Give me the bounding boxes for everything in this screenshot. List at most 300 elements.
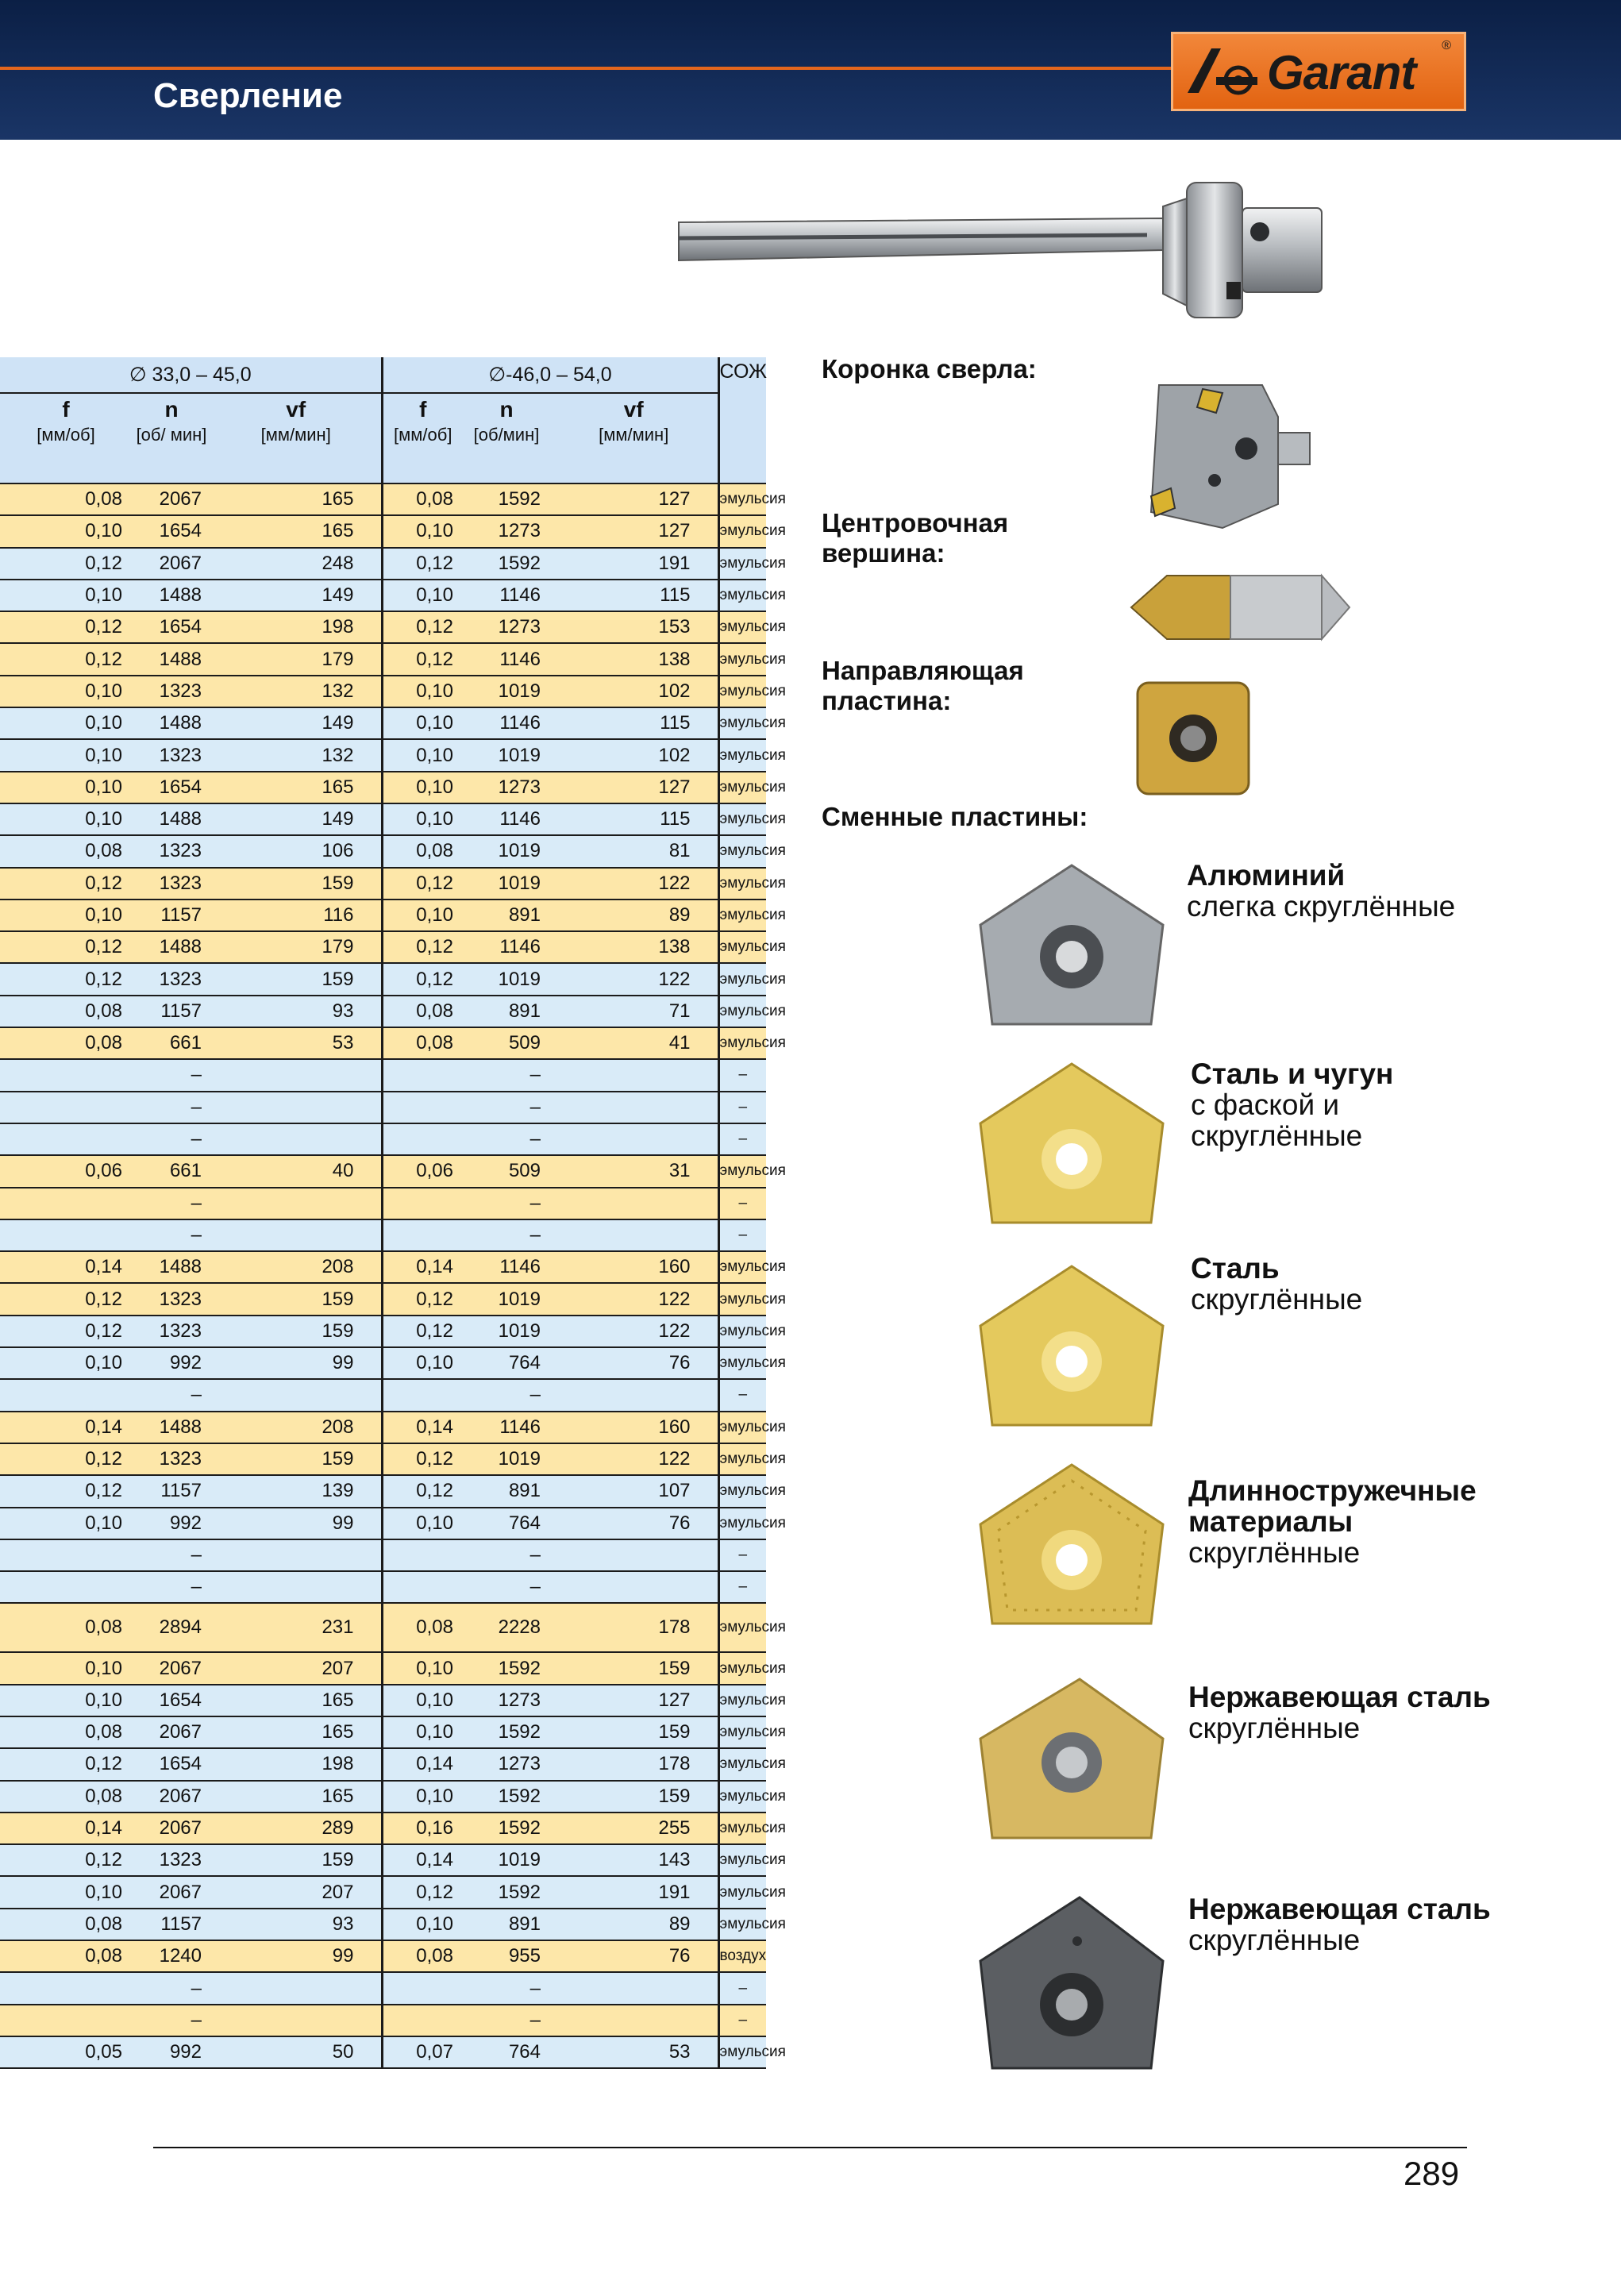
cell-vf: 149 <box>211 707 382 739</box>
center-tip-label: Центровочная вершина: <box>822 508 1009 568</box>
cell-n: 1592 <box>463 483 550 515</box>
cell-f: 0,14 <box>0 1412 132 1443</box>
cell-f: 0,08 <box>0 1716 132 1748</box>
table-row <box>0 1155 766 1187</box>
cell-vf: 159 <box>211 963 382 995</box>
cell-n: 1273 <box>463 611 550 643</box>
cell-n: 1323 <box>132 739 211 771</box>
cell-f: 0,14 <box>382 1748 463 1780</box>
cell-f <box>0 1059 132 1091</box>
cell-vf <box>550 1092 718 1123</box>
cell-f: 0,10 <box>0 580 132 611</box>
cell-n: 1019 <box>463 676 550 707</box>
cell-vf: 165 <box>211 515 382 547</box>
cell-f: 0,16 <box>382 1813 463 1844</box>
cell-f: 0,08 <box>382 835 463 867</box>
cell-f: 0,10 <box>382 1909 463 1940</box>
cell-cooling: эмульсия <box>718 483 766 515</box>
cell-n: 1157 <box>132 1909 211 1940</box>
cell-n: 1592 <box>463 1781 550 1813</box>
cell-vf: 165 <box>211 1685 382 1716</box>
material-stainless-steel-2: Нержавеющая сталь скруглённые <box>1188 1893 1491 1956</box>
cell-vf: 207 <box>211 1652 382 1684</box>
inserts-label: Сменные пластины: <box>822 802 1088 831</box>
cell-n: – <box>132 1539 211 1571</box>
table-row <box>0 931 766 963</box>
cell-cooling: – <box>718 1059 766 1091</box>
cell-vf: 149 <box>211 580 382 611</box>
cell-n: 1488 <box>132 707 211 739</box>
logo-mark-icon <box>1184 44 1264 99</box>
cell-n: 1654 <box>132 1748 211 1780</box>
cell-n: 1146 <box>463 707 550 739</box>
cell-vf <box>211 1972 382 2004</box>
cell-cooling: – <box>718 1123 766 1155</box>
cell-vf: 132 <box>211 676 382 707</box>
cell-vf: 231 <box>211 1603 382 1652</box>
table-row <box>0 580 766 611</box>
cell-n: – <box>132 1059 211 1091</box>
cell-f: 0,12 <box>382 1876 463 1908</box>
footer-rule <box>153 2147 1467 2148</box>
table-row <box>0 1283 766 1315</box>
cell-f <box>0 1219 132 1251</box>
cell-f: 0,10 <box>0 739 132 771</box>
cell-n: – <box>463 1219 550 1251</box>
cell-vf <box>211 1123 382 1155</box>
cell-n: 1146 <box>463 643 550 675</box>
cell-n: 992 <box>132 2036 211 2068</box>
logo-registered-mark: ® <box>1442 39 1451 52</box>
cell-f: 0,12 <box>382 1316 463 1347</box>
cell-f <box>382 1571 463 1603</box>
cell-f <box>382 1092 463 1123</box>
table-row <box>0 772 766 803</box>
cell-n: 764 <box>463 2036 550 2068</box>
cell-n: 1592 <box>463 1876 550 1908</box>
cell-vf: 248 <box>211 548 382 580</box>
table-row <box>0 1539 766 1571</box>
cell-vf: 139 <box>211 1475 382 1507</box>
cell-f: 0,14 <box>382 1844 463 1876</box>
table-row <box>0 1316 766 1347</box>
cell-n: 891 <box>463 1909 550 1940</box>
table-row <box>0 1475 766 1507</box>
cell-f: 0,12 <box>382 931 463 963</box>
cell-vf <box>550 1972 718 2004</box>
cell-n: 955 <box>463 1940 550 1972</box>
cell-n: 1157 <box>132 900 211 931</box>
table-row <box>0 835 766 867</box>
cell-vf: 115 <box>550 707 718 739</box>
logo-text: Garant <box>1267 46 1416 99</box>
cell-n: – <box>132 1188 211 1219</box>
cell-f: 0,08 <box>382 483 463 515</box>
cell-n: 1019 <box>463 1844 550 1876</box>
cell-f: 0,14 <box>382 1412 463 1443</box>
cell-cooling: эмульсия <box>718 2036 766 2068</box>
cell-vf <box>550 1539 718 1571</box>
header-bar <box>0 0 1621 140</box>
cell-vf <box>550 1571 718 1603</box>
material-aluminium: Алюминий слегка скруглённые <box>1187 859 1456 923</box>
cell-cooling: эмульсия <box>718 515 766 547</box>
cell-n: 1273 <box>463 1685 550 1716</box>
cell-vf <box>211 1092 382 1123</box>
cell-cooling: – <box>718 1571 766 1603</box>
col-f-header: f [мм/об] <box>382 393 463 483</box>
table-row <box>0 1940 766 1972</box>
cell-cooling: – <box>718 1379 766 1411</box>
table-row <box>0 548 766 580</box>
cell-vf: 132 <box>211 739 382 771</box>
cell-n: 2067 <box>132 1876 211 1908</box>
insert-steel-cast-iron-image <box>972 1060 1171 1231</box>
cell-vf: 159 <box>211 1316 382 1347</box>
cell-n: 1488 <box>132 1251 211 1283</box>
cell-n: 1273 <box>463 772 550 803</box>
cell-vf: 179 <box>211 931 382 963</box>
table-group-header-row <box>0 357 766 393</box>
guide-plate-label: Направляющая пластина: <box>822 656 1024 715</box>
cell-vf: 122 <box>550 1443 718 1475</box>
cell-n: 1019 <box>463 739 550 771</box>
cell-n: 509 <box>463 1027 550 1059</box>
cell-cooling: – <box>718 1092 766 1123</box>
cell-n: – <box>463 1059 550 1091</box>
cell-n: 764 <box>463 1347 550 1379</box>
table-row <box>0 1748 766 1780</box>
table-row <box>0 1219 766 1251</box>
cell-f <box>0 1972 132 2004</box>
cell-n: 1146 <box>463 1251 550 1283</box>
cell-f <box>0 1123 132 1155</box>
cell-cooling: эмульсия <box>718 1716 766 1748</box>
insert-stainless-steel-image <box>972 1675 1171 1846</box>
cell-vf: 160 <box>550 1251 718 1283</box>
cell-f: 0,07 <box>382 2036 463 2068</box>
cell-vf: 50 <box>211 2036 382 2068</box>
cell-vf: 53 <box>211 1027 382 1059</box>
cell-vf: 143 <box>550 1844 718 1876</box>
table-row <box>0 1027 766 1059</box>
table-row <box>0 676 766 707</box>
cell-cooling: эмульсия <box>718 611 766 643</box>
cell-n: 1592 <box>463 1716 550 1748</box>
cell-cooling: эмульсия <box>718 803 766 835</box>
cell-vf: 71 <box>550 996 718 1027</box>
table-row <box>0 803 766 835</box>
cell-cooling: эмульсия <box>718 996 766 1027</box>
table-row <box>0 1652 766 1684</box>
cell-cooling: эмульсия <box>718 931 766 963</box>
cell-n: 891 <box>463 996 550 1027</box>
cell-cooling: эмульсия <box>718 1813 766 1844</box>
drill-tool-image <box>671 175 1330 326</box>
cell-n: 1323 <box>132 868 211 900</box>
diameter-group-2: ∅-46,0 – 54,0 <box>382 357 718 393</box>
page-title: Сверление <box>153 76 343 115</box>
material-stainless-steel: Нержавеющая сталь скруглённые <box>1188 1681 1491 1744</box>
cell-vf: 138 <box>550 643 718 675</box>
cell-f: 0,14 <box>0 1251 132 1283</box>
cell-n: 1488 <box>132 1412 211 1443</box>
cell-vf: 191 <box>550 548 718 580</box>
cell-vf: 255 <box>550 1813 718 1844</box>
table-subheader-row <box>0 393 766 483</box>
cell-n: – <box>463 2005 550 2036</box>
cell-n: 1488 <box>132 803 211 835</box>
cell-vf: 179 <box>211 643 382 675</box>
cell-n: – <box>463 1972 550 2004</box>
cell-f: 0,08 <box>0 835 132 867</box>
material-long-chip: Длинностружечные материалы скруглённые <box>1188 1474 1477 1569</box>
cell-vf: 165 <box>211 1781 382 1813</box>
drilling-parameters-table <box>0 357 786 2069</box>
cell-vf: 122 <box>550 868 718 900</box>
table-row <box>0 1716 766 1748</box>
cell-n: – <box>132 1379 211 1411</box>
cell-f: 0,05 <box>0 2036 132 2068</box>
cell-n: 1654 <box>132 611 211 643</box>
cell-n: 1019 <box>463 835 550 867</box>
cell-vf: 102 <box>550 676 718 707</box>
cell-vf: 149 <box>211 803 382 835</box>
cell-vf: 122 <box>550 1316 718 1347</box>
cell-f: 0,08 <box>0 1781 132 1813</box>
table-row <box>0 1059 766 1091</box>
cell-n: – <box>132 1092 211 1123</box>
cell-n: 992 <box>132 1508 211 1539</box>
cell-vf: 198 <box>211 1748 382 1780</box>
cell-vf: 178 <box>550 1748 718 1780</box>
cell-f: 0,12 <box>382 1443 463 1475</box>
page-number: 289 <box>1403 2155 1460 2192</box>
cell-f: 0,12 <box>382 611 463 643</box>
cell-n: 1019 <box>463 1443 550 1475</box>
cell-vf: 99 <box>211 1508 382 1539</box>
cell-f: 0,12 <box>0 1844 132 1876</box>
cell-vf: 127 <box>550 515 718 547</box>
table-row <box>0 1603 766 1652</box>
cell-f: 0,08 <box>382 1940 463 1972</box>
table-row <box>0 900 766 931</box>
cell-vf <box>550 2005 718 2036</box>
col-n-header: n [об/ мин] <box>132 393 211 483</box>
cell-f: 0,12 <box>382 1475 463 1507</box>
table-row <box>0 963 766 995</box>
cell-n: 1146 <box>463 803 550 835</box>
cell-f <box>382 2005 463 2036</box>
cell-cooling: – <box>718 2005 766 2036</box>
cell-vf: 159 <box>211 868 382 900</box>
cell-vf <box>550 1188 718 1219</box>
cell-cooling: эмульсия <box>718 1603 766 1652</box>
cell-cooling: эмульсия <box>718 1155 766 1187</box>
cell-f: 0,06 <box>382 1155 463 1187</box>
cell-vf <box>211 1571 382 1603</box>
cell-n: – <box>463 1188 550 1219</box>
cell-f: 0,10 <box>382 900 463 931</box>
cell-cooling: эмульсия <box>718 1909 766 1940</box>
cell-vf: 178 <box>550 1603 718 1652</box>
cell-vf: 106 <box>211 835 382 867</box>
cell-vf: 165 <box>211 1716 382 1748</box>
cell-f: 0,10 <box>382 676 463 707</box>
cell-cooling: эмульсия <box>718 963 766 995</box>
cell-f <box>382 1123 463 1155</box>
cell-f: 0,10 <box>0 676 132 707</box>
table-row <box>0 1685 766 1716</box>
cell-vf: 53 <box>550 2036 718 2068</box>
insert-long-chip-image <box>972 1461 1171 1631</box>
cell-n: 1323 <box>132 1443 211 1475</box>
cell-vf: 40 <box>211 1155 382 1187</box>
cell-vf: 89 <box>550 900 718 931</box>
cell-f: 0,08 <box>382 996 463 1027</box>
cell-vf: 191 <box>550 1876 718 1908</box>
cell-f: 0,08 <box>0 483 132 515</box>
cell-n: 1157 <box>132 1475 211 1507</box>
cell-f: 0,12 <box>382 868 463 900</box>
cell-n: 1488 <box>132 643 211 675</box>
cell-f: 0,10 <box>382 515 463 547</box>
cell-vf: 153 <box>550 611 718 643</box>
table-row <box>0 739 766 771</box>
cell-n: 1323 <box>132 963 211 995</box>
cell-f: 0,08 <box>0 996 132 1027</box>
cell-n: 1488 <box>132 931 211 963</box>
cell-vf: 127 <box>550 772 718 803</box>
cell-vf <box>550 1123 718 1155</box>
cell-n: – <box>463 1379 550 1411</box>
cell-cooling: – <box>718 1188 766 1219</box>
cell-cooling: эмульсия <box>718 772 766 803</box>
table-row <box>0 1508 766 1539</box>
cell-n: 1592 <box>463 1652 550 1684</box>
cell-f: 0,08 <box>382 1603 463 1652</box>
cell-vf <box>550 1219 718 1251</box>
cell-n: 2067 <box>132 1652 211 1684</box>
cell-n: 1654 <box>132 1685 211 1716</box>
table-row <box>0 1123 766 1155</box>
cooling-header: СОЖ <box>718 357 766 483</box>
cell-f: 0,12 <box>382 643 463 675</box>
col-vf-header: vf [мм/мин] <box>211 393 382 483</box>
cell-cooling: эмульсия <box>718 1685 766 1716</box>
cell-n: 1019 <box>463 963 550 995</box>
cell-cooling: эмульсия <box>718 580 766 611</box>
cell-f: 0,08 <box>0 1027 132 1059</box>
cell-n: – <box>132 1571 211 1603</box>
table-row <box>0 643 766 675</box>
cell-cooling: эмульсия <box>718 1475 766 1507</box>
col-n-header: n [об/мин] <box>463 393 550 483</box>
cell-cooling: эмульсия <box>718 1652 766 1684</box>
cell-f: 0,12 <box>0 1443 132 1475</box>
table-row <box>0 611 766 643</box>
cell-f: 0,12 <box>0 1283 132 1315</box>
cell-vf: 81 <box>550 835 718 867</box>
cell-n: 992 <box>132 1347 211 1379</box>
cell-vf: 107 <box>550 1475 718 1507</box>
diameter-group-1: ∅ 33,0 – 45,0 <box>0 357 382 393</box>
cell-n: – <box>463 1539 550 1571</box>
cell-n: 1592 <box>463 548 550 580</box>
cell-n: 2228 <box>463 1603 550 1652</box>
table-row <box>0 2005 766 2036</box>
cell-vf: 127 <box>550 1685 718 1716</box>
cell-f <box>0 1188 132 1219</box>
cell-cooling: эмульсия <box>718 1412 766 1443</box>
cell-f: 0,08 <box>0 1603 132 1652</box>
cell-cooling: эмульсия <box>718 676 766 707</box>
cell-vf: 76 <box>550 1940 718 1972</box>
cell-vf: 122 <box>550 963 718 995</box>
table-row <box>0 1443 766 1475</box>
cell-f: 0,12 <box>0 1316 132 1347</box>
cell-n: 1323 <box>132 676 211 707</box>
cell-vf: 138 <box>550 931 718 963</box>
cell-cooling: эмульсия <box>718 548 766 580</box>
cell-cooling: эмульсия <box>718 1283 766 1315</box>
cell-n: 2067 <box>132 1781 211 1813</box>
cell-cooling: эмульсия <box>718 1508 766 1539</box>
cell-f: 0,10 <box>382 707 463 739</box>
crown-label: Коронка сверла: <box>822 354 1037 383</box>
cell-f <box>382 1972 463 2004</box>
guide-plate-image <box>1134 679 1253 798</box>
cell-n: 1323 <box>132 835 211 867</box>
col-vf-header: vf [мм/мин] <box>550 393 718 483</box>
cell-f: 0,10 <box>382 1685 463 1716</box>
cell-cooling: – <box>718 1539 766 1571</box>
cell-vf <box>211 2005 382 2036</box>
cell-cooling: эмульсия <box>718 1027 766 1059</box>
cell-n: 1273 <box>463 1748 550 1780</box>
cell-f <box>0 1092 132 1123</box>
cell-vf: 76 <box>550 1347 718 1379</box>
cell-cooling: эмульсия <box>718 1781 766 1813</box>
cell-f: 0,06 <box>0 1155 132 1187</box>
table-row <box>0 1972 766 2004</box>
cell-vf: 165 <box>211 483 382 515</box>
cell-n: – <box>132 1219 211 1251</box>
cell-vf: 122 <box>550 1283 718 1315</box>
cell-cooling: эмульсия <box>718 1251 766 1283</box>
cell-n: 1592 <box>463 1813 550 1844</box>
cell-vf <box>211 1059 382 1091</box>
cell-f: 0,12 <box>382 963 463 995</box>
cell-f: 0,12 <box>0 548 132 580</box>
cell-vf: 289 <box>211 1813 382 1844</box>
cell-f: 0,12 <box>0 931 132 963</box>
cell-f: 0,10 <box>0 1685 132 1716</box>
table-row <box>0 1188 766 1219</box>
cell-vf: 159 <box>550 1652 718 1684</box>
table-row <box>0 1876 766 1908</box>
cell-f <box>382 1539 463 1571</box>
cell-cooling: эмульсия <box>718 900 766 931</box>
insert-aluminium-image <box>972 861 1171 1032</box>
cell-f: 0,10 <box>0 772 132 803</box>
cell-vf: 208 <box>211 1251 382 1283</box>
cell-n: 1323 <box>132 1316 211 1347</box>
cell-n: 2067 <box>132 548 211 580</box>
insert-stainless-steel-dark-image <box>972 1893 1171 2076</box>
cell-vf: 207 <box>211 1876 382 1908</box>
cell-n: 1019 <box>463 868 550 900</box>
